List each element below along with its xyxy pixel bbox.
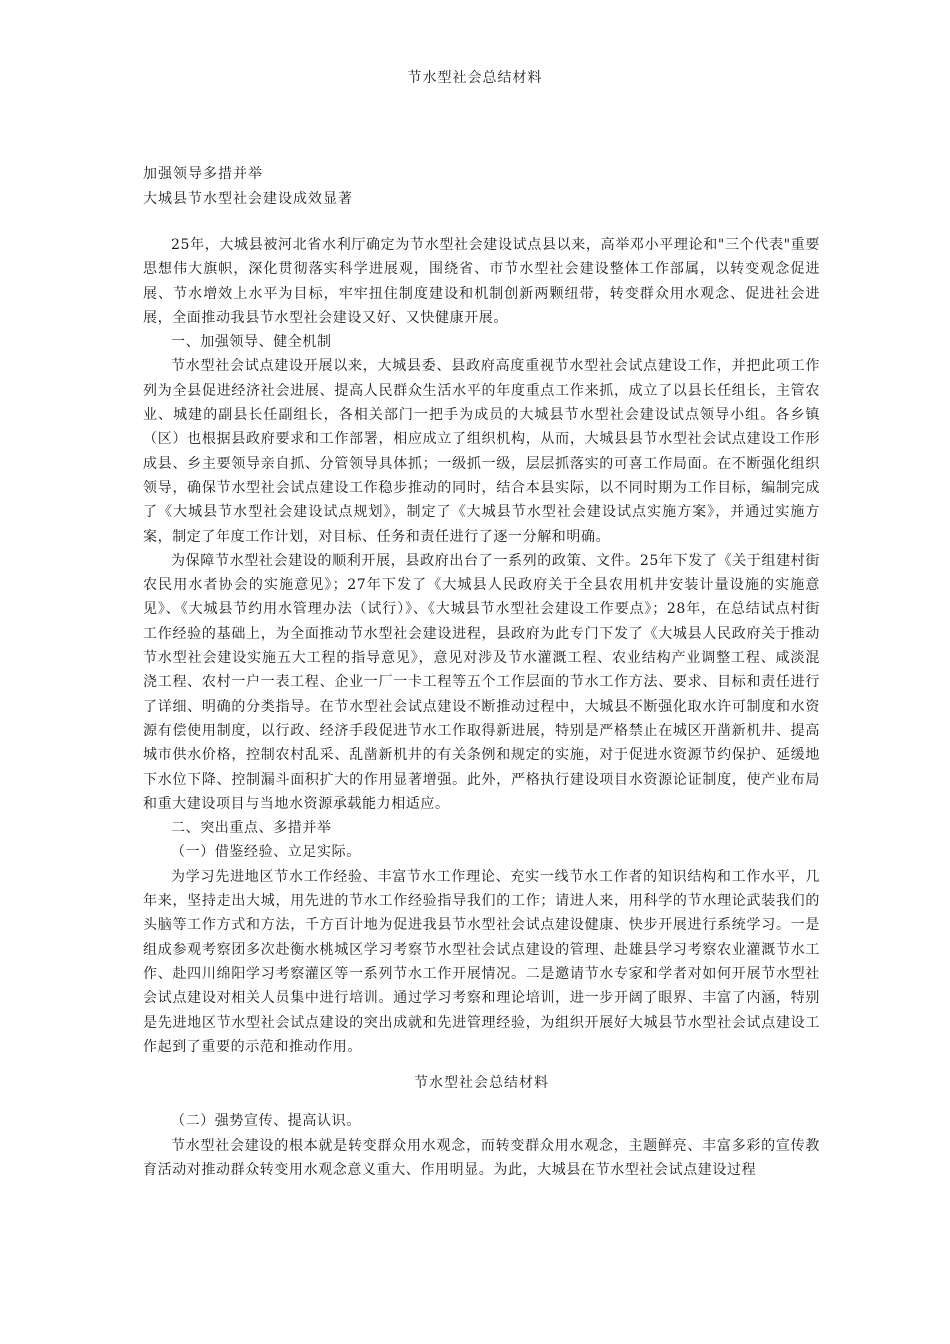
paragraph: 25年，大城县被河北省水利厅确定为节水型社会建设试点县以来，高举邓小平理论和"三个代表"重要思想伟大旗帜，深化贯彻落实科学进展观，围绕省、市节水型社会建设整体工作部属，以转变观念促进展、节水增效上水平为目标，牢牢扭住制度建设和机制创新两颗纽带，转变群众用水观念、促进社会进展，全面推动我县节水型社会建设又好、又快健康开展。 (143, 237, 820, 326)
paragraph: 为保障节水型社会建设的顺利开展，县政府出台了一系列的政策、文件。25年下发了《关于组建村街农民用水者协会的实施意见》；27年下发了《大城县人民政府关于全县农用机井安装计量设施的实施意见》、《大城县节约用水管理办法（试行）》、《大城县节水型社会建设工作要点》；28年，在总结试点村街工作经验的基础上，为全面推动节水型社会建设进程，县政府为此专门下发了《大城县人民政府关于推动节水型社会建设实施五大工程的指导意见》，意见对涉及节水灌溉工程、农业结构产业调整工程、咸淡混浇工程、农村一户一表工程、企业一厂一卡工程等五个工作层面的节水工作方法、要求、目标和责任进行了详细、明确的分类指导。在节水型社会试点建设不断推动过程中，大城县不断强化取水许可制度和水资源有偿使用制度，以行政、经济手段促进节水工作取得新进展，特别是严格禁止在城区开凿新机井、提高城市供水价格，控制农村乱采、乱凿新机井的有关条例和规定的实施，对于促进水资源节约保护、延缓地下水位下降、控制漏斗面积扩大的作用显著增强。此外，严格执行建设项目水资源论证制度，使产业布局和重大建设项目与当地水资源承载能力相适应。 (143, 552, 820, 812)
document-title-line1: 加强领导多措并举 (143, 166, 263, 182)
section-heading: 一、加强领导、健全机制 (171, 334, 332, 351)
subsection-heading: （二）强势宣传、提高认识。 (171, 1113, 361, 1130)
subsection-heading: （一）借鉴经验、立足实际。 (171, 844, 361, 861)
paragraph: 为学习先进地区节水工作经验、丰富节水工作理论、充实一线节水工作者的知识结构和工作水平，几年来，坚持走出大城，用先进的节水工作经验指导我们的工作；请进人来，用科学的节水理论武装我们的头脑等工作方式和方法，千方百计地为促进我县节水型社会试点建设健康、快步开展进行系统学习。一是组成参观考察团多次赴衡水桃城区学习考察节水型社会试点建设的管理、赴雄县学习考察农业灌溉节水工作、赴四川绵阳学习考察灌区等一系列节水工作开展情况。二是邀请节水专家和学者对如何开展节水型社会试点建设对相关人员集中进行培训。通过学习考察和理论培训，进一步开阔了眼界、丰富了内涵，特别是先进地区节水型社会试点建设的突出成就和先进管理经验，为组织开展好大城县节水型社会试点建设工作起到了重要的示范和推动作用。 (143, 868, 820, 1055)
document-title-line2: 大城县节水型社会建设成效显著 (143, 191, 353, 207)
repeated-page-title: 节水型社会总结材料 (414, 1075, 549, 1092)
page-header-title: 节水型社会总结材料 (407, 70, 543, 86)
paragraph: 节水型社会试点建设开展以来，大城县委、县政府高度重视节水型社会试点建设工作，并把此项工作列为全县促进经济社会进展、提高人民群众生活水平的年度重点工作来抓，成立了以县长任组长，主管农业、城建的副县长任副组长，各相关部门一把手为成员的大城县节水型社会建设试点领导小组。各乡镇（区）也根据县政府要求和工作部署，相应成立了组织机构，从而，大城县县节水型社会试点建设工作形成县、乡主要领导亲自抓、分管领导具体抓；一级抓一级，层层抓落实的可喜工作局面。在不断强化组织领导，确保节水型社会试点建设工作稳步推动的同时，结合本县实际，以不同时期为工作目标，编制完成了《大城县节水型社会建设试点规划》，制定了《大城县节水型社会建设试点实施方案》，并通过实施方案，制定了年度工作计划，对目标、任务和责任进行了逐一分解和明确。 (143, 358, 820, 545)
document-body (143, 233, 820, 1182)
section-heading: 二、突出重点、多措并举 (171, 820, 332, 837)
paragraph: 节水型社会建设的根本就是转变群众用水观念，而转变群众用水观念，主题鲜亮、丰富多彩的宣传教育活动对推动群众转变用水观念意义重大、作用明显。为此，大城县在节水型社会试点建设过程 (143, 1137, 820, 1178)
